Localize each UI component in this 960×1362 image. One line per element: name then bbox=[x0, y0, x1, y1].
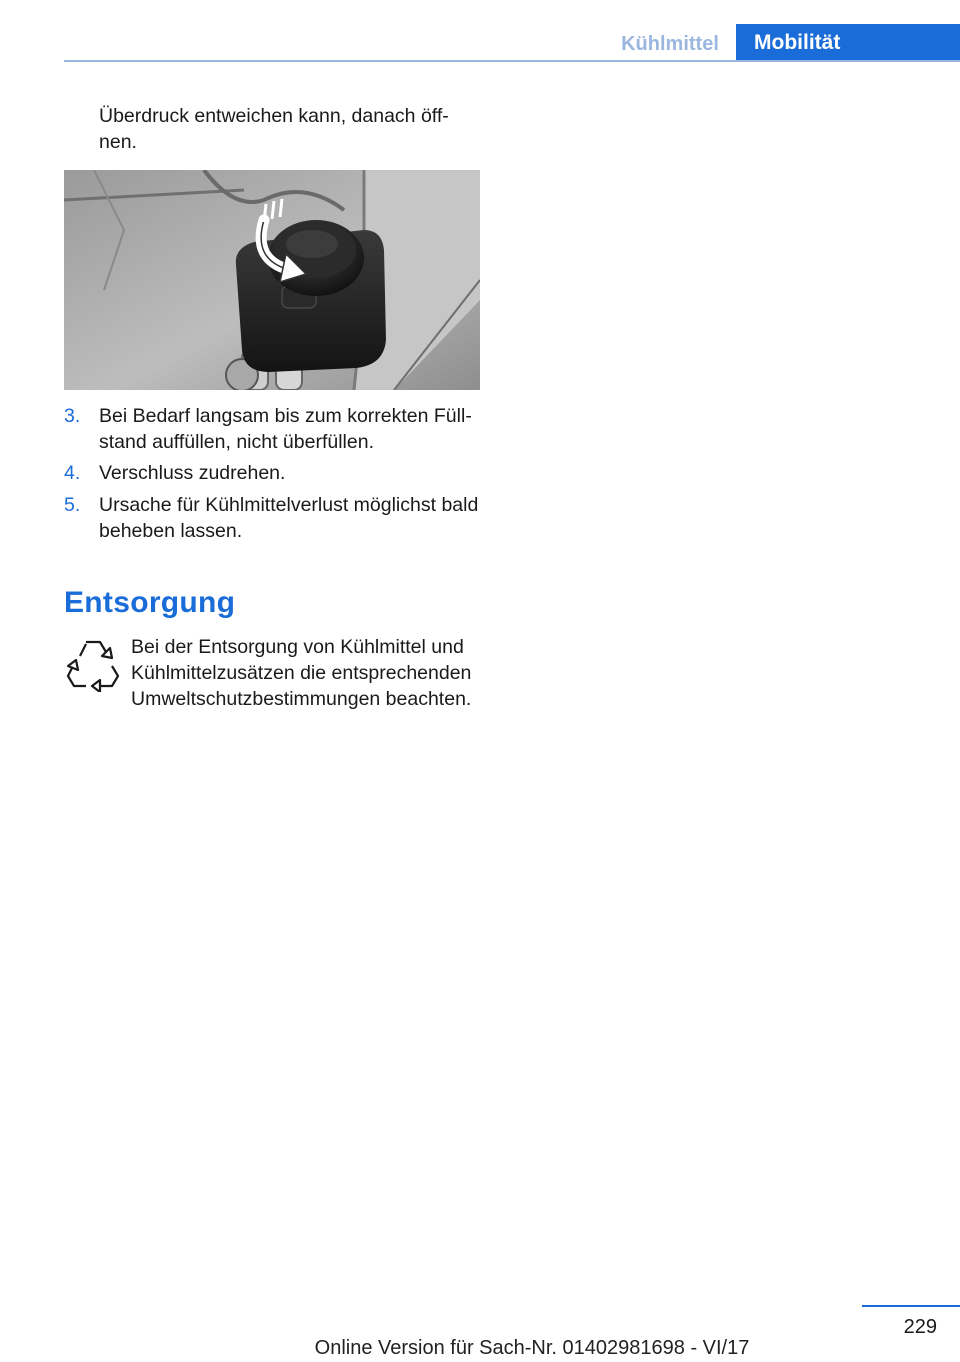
list-item bbox=[64, 460, 480, 486]
step-number: 3. bbox=[64, 405, 81, 427]
disposal-paragraph bbox=[64, 634, 478, 712]
step-text: Ursache für Kühlmittelverlust möglichst bald beheben lassen. bbox=[99, 494, 479, 542]
page-number-rule bbox=[862, 1305, 960, 1307]
header-section-mobilitaet[interactable]: Mobilität bbox=[736, 24, 960, 62]
page-number: 229 bbox=[903, 1316, 937, 1338]
step-number: 4. bbox=[64, 462, 81, 484]
step-text: Verschluss zudrehen. bbox=[99, 462, 286, 484]
step-number: 5. bbox=[64, 494, 81, 516]
header-rule bbox=[64, 60, 960, 62]
footer-online-version: Online Version für Sach-Nr. 01402981698 - VI/17 bbox=[314, 1337, 750, 1359]
step-text: Bei Bedarf langsam bis zum korrekten Füllstand auffüllen, nicht überfüllen. bbox=[99, 405, 472, 453]
disposal-text: Bei der Entsorgung von Kühlmittel und Kühlmittelzusätzen die entsprechenden Umweltschutzbestimmungen beachten. bbox=[131, 636, 472, 710]
list-item bbox=[64, 403, 480, 455]
header-section-kuehlmittel[interactable]: Kühlmittel bbox=[621, 33, 719, 55]
icon-spacer bbox=[64, 634, 131, 712]
list-item bbox=[64, 492, 480, 544]
coolant-reservoir-photo bbox=[64, 170, 480, 390]
continuation-paragraph: Überdruck entweichen kann, danach öffnen. bbox=[99, 105, 449, 153]
section-heading-entsorgung: Entsorgung bbox=[64, 586, 236, 619]
